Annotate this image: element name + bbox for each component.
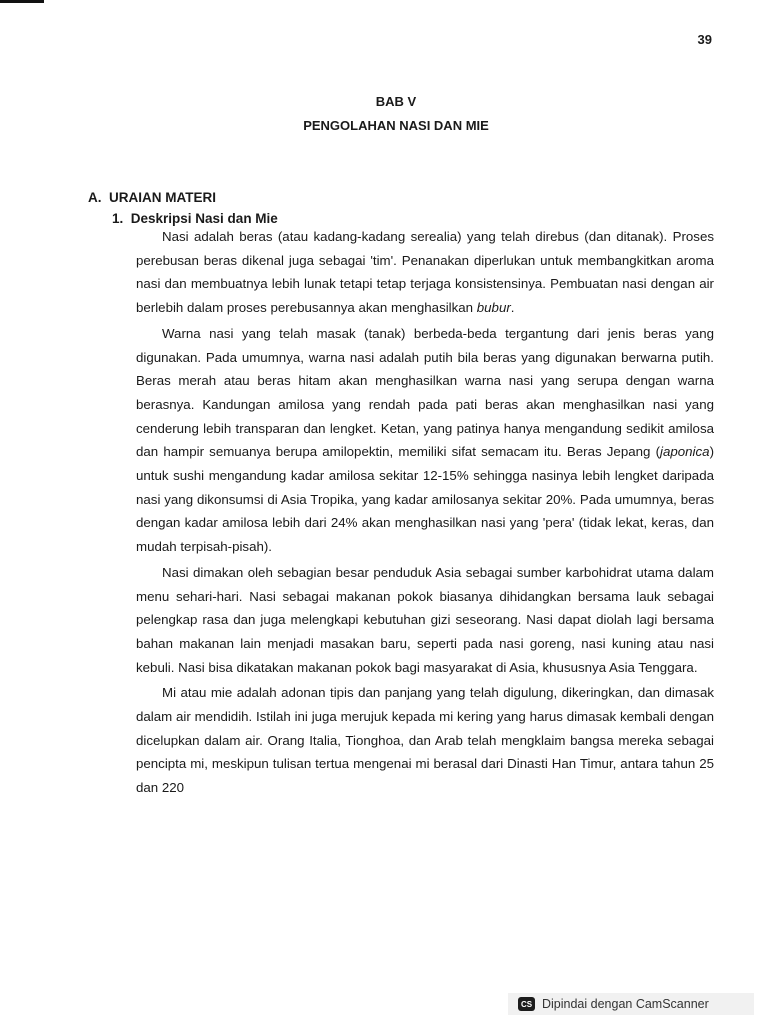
italic-term: japonica [660, 444, 710, 460]
camscanner-badge [508, 993, 754, 1015]
text-run: Nasi dimakan oleh sebagian besar penduduk Asia sebagai sumber karbohidrat utama dalam menu sehari-hari. Nasi sebagai makanan pokok biasanya dihidangkan bersama lauk sebagai pelengkap rasa dan juga melengkapi kebutuhan gizi seseorang. Nasi dapat diolah lagi bersama bahan makanan lain menjadi masakan baru, seperti pada nasi goreng, nasi kuning atau nasi kebuli. Nasi bisa dikatakan makanan pokok bagi masyarakat di Asia, khususnya Asia Tenggara. [136, 564, 714, 675]
chapter-title: PENGOLAHAN NASI DAN MIE [303, 118, 489, 133]
paragraph [136, 225, 714, 320]
italic-term: bubur [476, 300, 511, 316]
text-run: . [510, 300, 515, 316]
body-text [136, 225, 714, 802]
text-run: ) untuk sushi mengandung kadar amilosa sekitar 12-15% sehingga nasinya lebih lengket daripada nasi yang dikonsumsi di Asia Tropika, yang kadar amilosanya sekitar 20%. Pada umumnya, beras dengan kadar amilosa lebih dari 24% akan menghasilkan nasi yang 'pera' (tidak lekat, keras, dan mudah terpisah-pisah). [136, 444, 714, 555]
paragraph [136, 561, 714, 680]
text-run: Mi atau mie adalah adonan tipis dan panjang yang telah digulung, dikeringkan, dan dimasak dalam air mendidih. Istilah ini juga merujuk kepada mi kering yang harus dimasak kembali dengan dicelupkan dalam air. Orang Italia, Tionghoa, dan Arab telah mengklaim bangsa mereka sebagai pencipta mi, meskipun tulisan tertua mengenai mi berasal dari Dinasti Han Timur, antara tahun 25 dan 220 [136, 685, 714, 796]
camscanner-label: Dipindai dengan CamScanner [542, 997, 709, 1011]
chapter-title-block [0, 94, 768, 133]
text-run: Warna nasi yang telah masak (tanak) berbeda-beda tergantung dari jenis beras yang digunakan. Pada umumnya, warna nasi adalah putih bila beras yang digunakan berwarna putih. Beras merah atau beras hitam akan menghasilkan warna nasi yang serupa dengan warna berasnya. Kandungan amilosa yang rendah pada pati beras akan menghasilkan nasi yang cenderung lebih transparan dan lengket. Ketan, yang patinya hanya mengandung sedikit amilosa dan hampir semuanya berupa amilopektin, memiliki sifat semacam itu. Beras Jepang ( [136, 325, 714, 460]
section-heading: A. URAIAN MATERI [88, 190, 216, 205]
chapter-label: BAB V [375, 94, 417, 109]
text-run: Nasi adalah beras (atau kadang-kadang serealia) yang telah direbus (dan ditanak). Proses perebusan beras dikenal juga sebagai 'tim'. Penanakan diperlukan untuk membangkitkan aroma nasi dan membuatnya lebih lunak tetapi tetap terjaga konsistensinya. Pembuatan nasi dengan air berlebih dalam proses perebusannya akan menghasilkan [136, 229, 714, 316]
paragraph [136, 681, 714, 800]
paragraph [136, 322, 714, 559]
subsection-heading: 1. Deskripsi Nasi dan Mie [112, 211, 278, 226]
scan-corner-mark [0, 0, 44, 3]
page-number: 39 [697, 32, 712, 47]
camscanner-logo-icon: CS [518, 997, 535, 1011]
